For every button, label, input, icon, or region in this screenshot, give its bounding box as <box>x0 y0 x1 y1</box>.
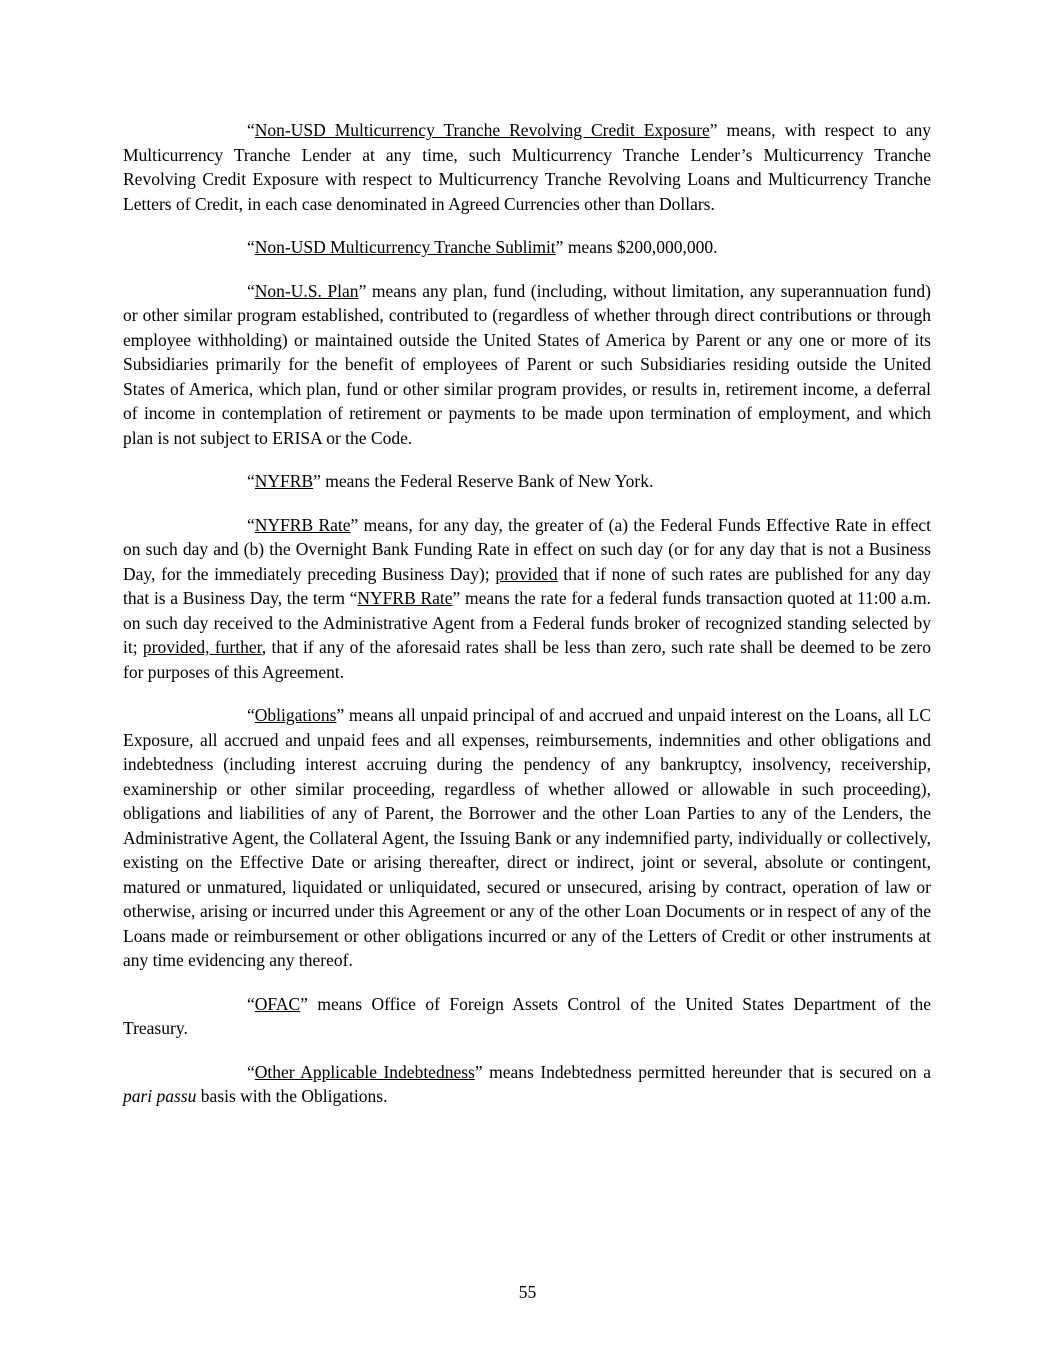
latin-phrase: pari passu <box>123 1086 197 1106</box>
paragraph-text: ” means all unpaid principal of and accrued and unpaid interest on the Loans, all LC Exposure, all accrued and unpaid fees and all expenses, reimbursements, indemnities and other obligations and indebtedness (including interest accruing during the pendency of any bankruptcy, insolvency, receivership, examinership or other similar proceeding, regardless of whether allowed or allowable in such proceeding), obligations and liabilities of any of Parent, the Borrower and the other Loan Parties to any of the Lenders, the Administrative Agent, the Collateral Agent, the Issuing Bank or any indemnified party, individually or collectively, existing on the Effective Date or arising thereafter, direct or indirect, joint or several, absolute or contingent, matured or unmatured, liquidated or unliquidated, secured or unsecured, arising by contract, operation of law or otherwise, arising or incurred under this Agreement or any of the other Loan Documents or in respect of any of the Loans made or reimbursement or other obligations incurred or any of the Letters of Credit or other instruments at any time evidencing any thereof. <box>123 705 931 970</box>
paragraph-text: “ <box>247 993 255 1014</box>
paragraph-text: ” means $200,000,000. <box>555 237 718 257</box>
defined-term: Non-USD Multicurrency Tranche Revolving Credit Exposure <box>254 120 710 140</box>
proviso-term: provided <box>495 563 558 584</box>
paragraph-text: basis with the Obligations. <box>196 1086 388 1106</box>
paragraph-text: “ <box>247 237 255 257</box>
defined-term: NYFRB Rate <box>254 514 351 535</box>
paragraph-text: ” means any plan, fund (including, without limitation, any superannuation fund) or other similar program established, contributed to (regardless of whether through direct contributions or through employee withholding) or maintained outside the United States of America by Parent or any one or more of its Subsidiaries primarily for the benefit of employees of Parent or such Subsidiaries residing outside the United States of America, which plan, fund or other similar program provides, or results in, retirement income, a deferral of income in contemplation of retirement or payments to be made upon termination of employment, and which plan is not subject to ERISA or the Code. <box>123 280 931 448</box>
defined-term: NYFRB Rate <box>357 588 453 608</box>
paragraph-text: “ <box>247 705 255 725</box>
paragraph-text: ” means Indebtedness permitted hereunder that is secured on a <box>474 1061 931 1082</box>
definition-other-applicable-indebtedness <box>123 1060 931 1109</box>
defined-term: Obligations <box>254 705 337 725</box>
paragraph-text: ” means Office of Foreign Assets Control of the United States Department of the Treasury. <box>123 993 931 1038</box>
defined-term: OFAC <box>254 993 301 1014</box>
paragraph-text: , that if any of the aforesaid rates shall be less than zero, such rate shall be deemed to be zero for purposes of this Agreement. <box>123 637 931 682</box>
paragraph-text: ” means the rate for a federal funds transaction quoted at 11:00 a.m. on such day received to the Administrative Agent from a Federal funds broker of recognized standing selected by it; <box>123 588 931 657</box>
definition-non-usd-multicurrency-tranche-revolving-credit-exposure <box>123 118 931 216</box>
defined-term: Non-USD Multicurrency Tranche Sublimit <box>254 237 556 257</box>
defined-term: Non-U.S. Plan <box>254 280 359 301</box>
defined-term: Other Applicable Indebtedness <box>254 1061 475 1082</box>
paragraph-text: ” means the Federal Reserve Bank of New York. <box>313 471 654 491</box>
definition-non-usd-multicurrency-tranche-sublimit <box>123 235 931 260</box>
paragraph-text: “ <box>247 514 255 535</box>
paragraph-text: “ <box>247 1061 255 1082</box>
defined-term: NYFRB <box>254 471 314 491</box>
proviso-term: provided, further <box>142 637 262 657</box>
paragraph-text: “ <box>247 280 255 301</box>
definition-ofac <box>123 992 931 1041</box>
paragraph-text: that if none of such rates are published for any day that is a Business Day, the term “ <box>123 563 931 608</box>
definition-nyfrb <box>123 469 931 494</box>
definition-nyfrb-rate <box>123 513 931 685</box>
paragraph-text: ” means, for any day, the greater of (a) the Federal Funds Effective Rate in effect on such day and (b) the Overnight Bank Funding Rate in effect on such day (or for any day that is not a Business Day, for the immediately preceding Business Day); <box>123 514 931 584</box>
paragraph-text: “ <box>247 471 255 491</box>
paragraph-text: “ <box>247 120 255 140</box>
definition-obligations <box>123 703 931 973</box>
page-number: 55 <box>518 1282 537 1302</box>
definition-non-us-plan <box>123 279 931 451</box>
paragraph-text: ” means, with respect to any Multicurrency Tranche Lender at any time, such Multicurrency Tranche Lender’s Multicurrency Tranche Revolving Credit Exposure with respect to Multicurrency Tranche Revolving Loans and Multicurrency Tranche Letters of Credit, in each case denominated in Agreed Currencies other than Dollars. <box>123 120 931 214</box>
